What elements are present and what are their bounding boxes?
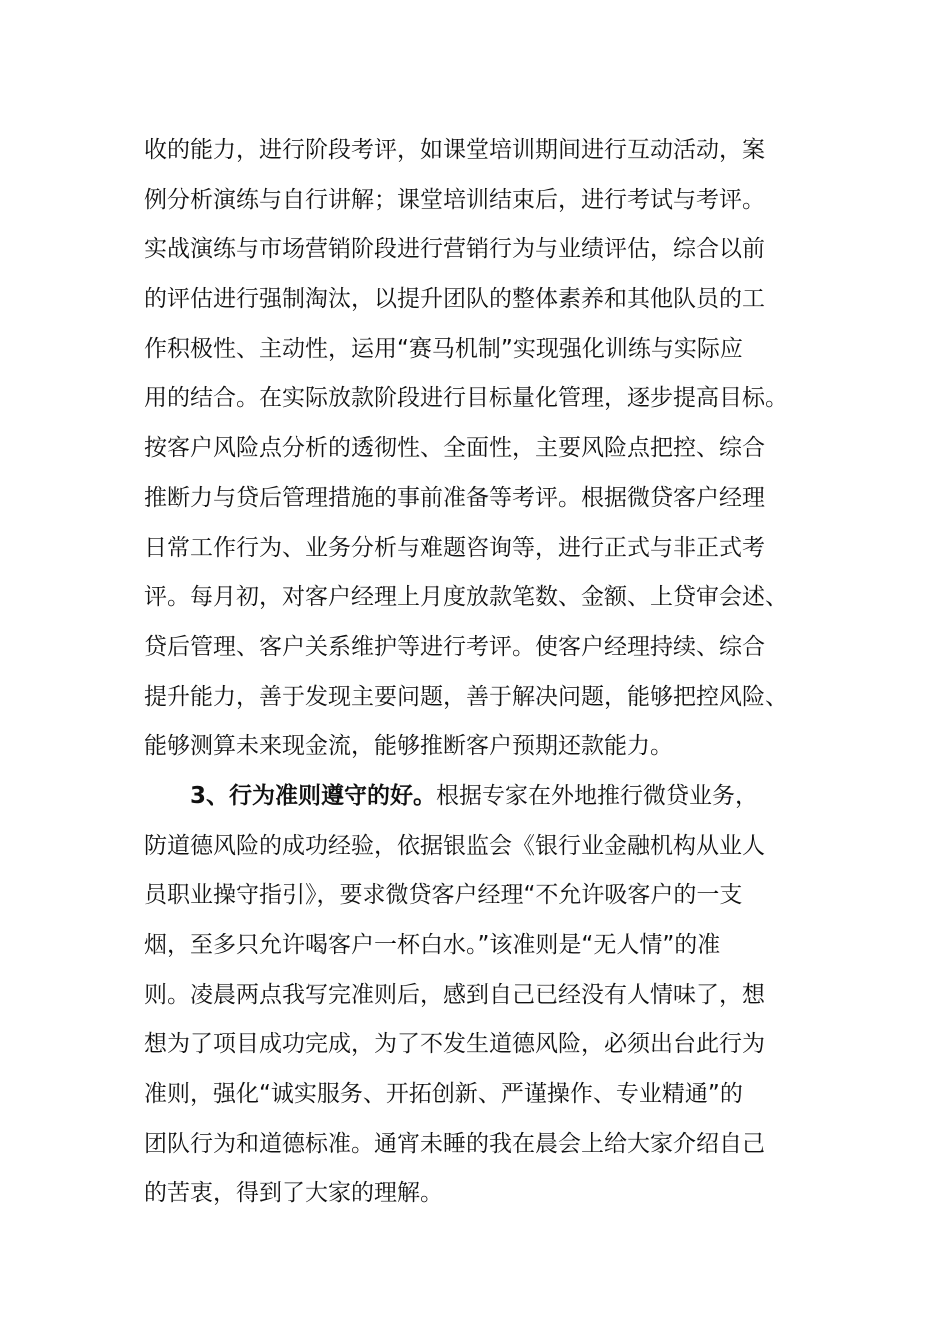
text-line: 用的结合。在实际放款阶段进行目标量化管理，逐步提高目标。 — [144, 385, 788, 412]
text-line: 团队行为和道德标准。通宵未睡的我在晨会上给大家介绍自己 — [144, 1130, 765, 1157]
text-line: 例分析演练与自行讲解；课堂培训结束后，进行考试与考评。 — [144, 186, 765, 213]
text-line: 准则，强化“诚实服务、开拓创新、严谨操作、专业精通”的 — [144, 1081, 743, 1108]
text-line: 按客户风险点分析的透彻性、全面性，主要风险点把控、综合 — [144, 435, 765, 462]
section-3-first-line-text: 根据专家在外地推行微贷业务， — [436, 782, 759, 809]
text-line: 防道德风险的成功经验，依据银监会《银行业金融机构从业人 — [144, 832, 765, 859]
text-line: 日常工作行为、业务分析与难题咨询等，进行正式与非正式考 — [144, 534, 765, 561]
text-line: 收的能力，进行阶段考评，如课堂培训期间进行互动活动，案 — [144, 137, 765, 163]
text-line: 想为了项目成功完成，为了不发生道德风险，必须出台此行为 — [144, 1031, 765, 1058]
section-3-first-line — [144, 772, 814, 822]
text-line: 作积极性、主动性，运用“赛马机制”实现强化训练与实际应 — [144, 335, 743, 362]
text-line: 能够测算未来现金流，能够推断客户预期还款能力。 — [144, 733, 673, 760]
text-line: 实战演练与市场营销阶段进行营销行为与业绩评估，综合以前 — [144, 236, 765, 263]
text-line: 烟，至多只允许喝客户一杯白水。”该准则是“无人情”的准 — [144, 932, 721, 958]
text-line: 贷后管理、客户关系维护等进行考评。使客户经理持续、综合 — [144, 633, 765, 660]
section-3-heading: 3、行为准则遵守的好。 — [190, 782, 437, 809]
text-line: 提升能力，善于发现主要问题，善于解决问题，能够把控风险、 — [144, 683, 788, 710]
text-line: 员职业操守指引》，要求微贷客户经理“不允许吸客户的一支 — [144, 882, 743, 909]
text-line: 的评估进行强制淘汰，以提升团队的整体素养和其他队员的工 — [144, 286, 765, 313]
text-line: 推断力与贷后管理措施的事前准备等考评。根据微贷客户经理 — [144, 484, 765, 511]
text-line: 的苦衷，得到了大家的理解。 — [144, 1180, 443, 1207]
text-line: 评。每月初，对客户经理上月度放款笔数、金额、上贷审会述、 — [144, 584, 788, 611]
text-line: 则。凌晨两点我写完准则后，感到自己已经没有人情味了，想 — [144, 981, 765, 1008]
body-text — [144, 126, 814, 1219]
